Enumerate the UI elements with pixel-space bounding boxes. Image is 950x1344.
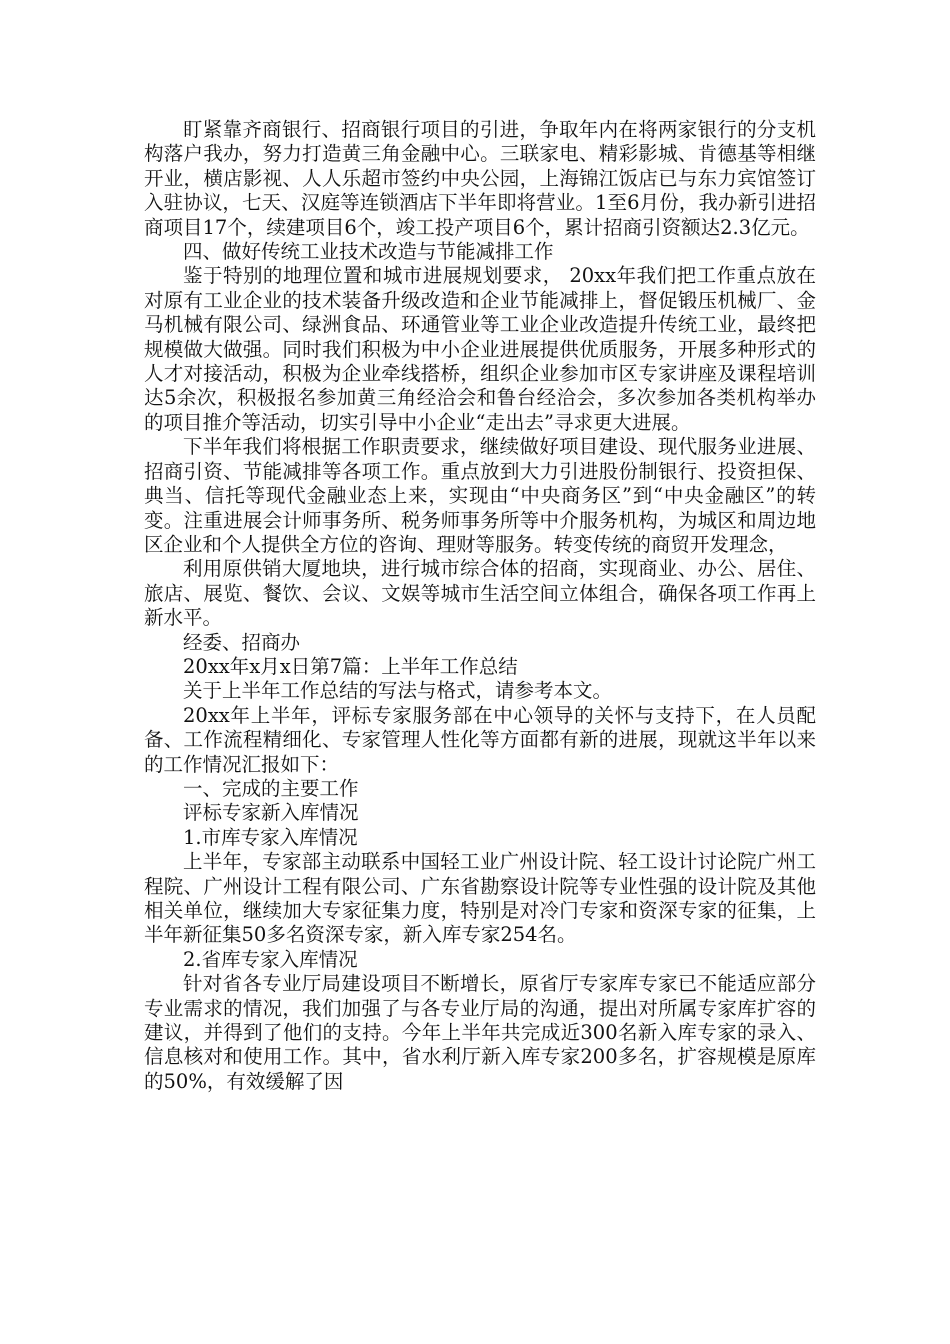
heading-province-library: 2.省库专家入库情况 <box>183 947 358 971</box>
heading-city-library: 1.市库专家入库情况 <box>183 825 358 849</box>
heading-new-experts: 评标专家新入库情况 <box>183 801 359 825</box>
date-and-article-title: 20xx年x月x日第7篇：上半年工作总结 <box>183 654 518 678</box>
heading-industry-reform: 四、做好传统工业技术改造与节能减排工作 <box>183 240 554 264</box>
heading-main-work: 一、完成的主要工作 <box>183 776 359 800</box>
paragraph-bank-projects: 盯紧靠齐商银行、招商银行项目的引进，争取年内在将两家银行的分支机构落户我办，努力打造黄三角金融中心。三联家电、精彩影城、肯德基等相继开业，横店影视、人人乐超市签约中央公园，上海锦江饭店已与东力宾馆签订入驻协议，七天、汉庭等连锁酒店下半年即将营业。1至6月份，我办新引进招商项目17个，续建项目6个，竣工投产项目6个，累计招商引资额达2.3亿元。 <box>144 118 816 239</box>
signature-office: 经委、招商办 <box>183 630 301 654</box>
paragraph-industry-reform: 鉴于特别的地理位置和城市进展规划要求， 20xx年我们把工作重点放在对原有工业企业的技术装备升级改造和企业节能减排上，督促锻压机械厂、金马机械有限公司、绿洲食品、环通管业等工业企业改造提升传统工业，最终把规模做大做强。同时我们积极为中小企业进展提供优质服务，开展多种形式的人才对接活动，积极为企业牵线搭桥，组织企业参加市区专家讲座及课程培训达5余次，积极报名参加黄三角经洽会和鲁台经洽会，多次参加各类机构举办的项目推介等活动，切实引导中小企业“走出去”寻求更大进展。 <box>144 264 816 434</box>
document-body <box>144 118 816 1094</box>
paragraph-second-half-plan: 下半年我们将根据工作职责要求，继续做好项目建设、现代服务业进展、招商引资、节能减排等各项工作。重点放到大力引进股份制银行、投资担保、典当、信托等现代金融业态上来，实现由“中央商务区”到“中央金融区”的转变。注重进展会计师事务所、税务师事务所等中介服务机构，为城区和周边地区企业和个人提供全方位的咨询、理财等服务。转变传统的商贸开发理念， <box>144 435 816 556</box>
paragraph-urban-complex: 利用原供销大厦地块，进行城市综合体的招商，实现商业、办公、居住、旅店、展览、餐饮、会议、文娱等城市生活空间立体组合，确保各项工作再上新水平。 <box>144 557 816 630</box>
paragraph-province-library: 针对省各专业厅局建设项目不断增长，原省厅专家库专家已不能适应部分专业需求的情况，我们加强了与各专业厅局的沟通，提出对所属专家库扩容的建议，并得到了他们的支持。今年上半年共完成近300名新入库专家的录入、信息核对和使用工作。其中，省水利厅新入库专家200多名，扩容规模是原库的50%，有效缓解了因 <box>144 972 816 1093</box>
paragraph-intro: 关于上半年工作总结的写法与格式，请参考本文。 <box>183 679 613 703</box>
paragraph-summary-opening: 20xx年上半年，评标专家服务部在中心领导的关怀与支持下，在人员配备、工作流程精细化、专家管理人性化等方面都有新的进展，现就这半年以来的工作情况汇报如下： <box>144 703 816 776</box>
paragraph-city-library: 上半年，专家部主动联系中国轻工业广州设计院、轻工设计讨论院广州工程院、广州设计工程有限公司、广东省勘察设计院等专业性强的设计院及其他相关单位，继续加大专家征集力度，特别是对冷门专家和资深专家的征集，上半年新征集50多名资深专家，新入库专家254名。 <box>144 850 816 947</box>
